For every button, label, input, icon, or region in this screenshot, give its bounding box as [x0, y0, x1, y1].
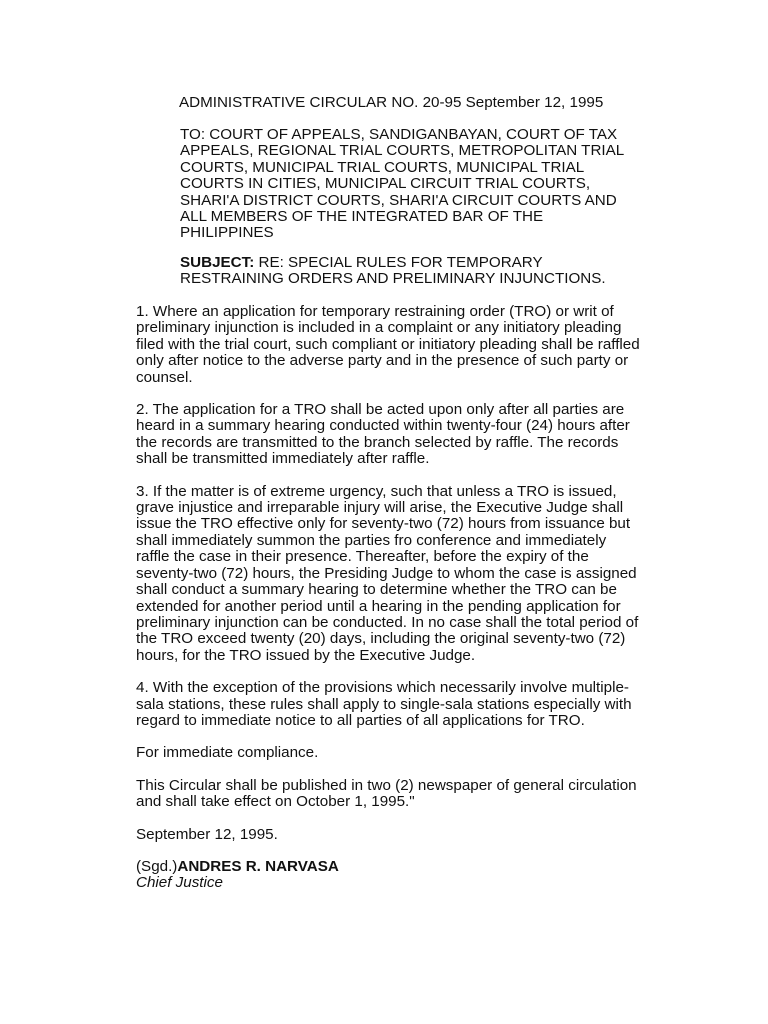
paragraph-line: 2. The application for a TRO shall be acted upon only after all parties are: [136, 401, 625, 419]
paragraph-4: [136, 680, 696, 729]
compliance-note: [136, 745, 696, 761]
paragraph-line: 1. Where an application for temporary restraining order (TRO) or writ of: [136, 303, 614, 320]
subject-label: SUBJECT:: [180, 254, 255, 271]
publication-note: [136, 778, 696, 811]
paragraph-line: shall immediately summon the parties fro conference and immediately: [136, 531, 607, 549]
paragraph-line: preliminary injunction is included in a complaint or any initiatory pleading: [136, 319, 622, 337]
signature-line: [136, 859, 696, 875]
circular-heading: ADMINISTRATIVE CIRCULAR NO. 20-95 September 12, 1995: [179, 94, 604, 111]
circular-body: [136, 304, 696, 892]
addressee-line: TO: COURT OF APPEALS, SANDIGANBAYAN, COURT OF TAX: [180, 126, 618, 143]
paragraph-line: only after notice to the adverse party and in the presence of such party or: [136, 352, 629, 370]
signature-prefix: (Sgd.): [136, 857, 178, 875]
paragraph-line: 3. If the matter is of extreme urgency, such that unless a TRO is issued,: [136, 482, 617, 500]
paragraph-line: hours, for the TRO issued by the Executive Judge.: [136, 646, 476, 664]
subject-block: [180, 255, 680, 288]
paragraph-line: 4. With the exception of the provisions which necessarily involve multiple-: [136, 679, 629, 697]
paragraph-line: the TRO exceed twenty (20) days, including the original seventy-two (72): [136, 630, 626, 648]
addressee-line: COURTS IN CITIES, MUNICIPAL CIRCUIT TRIAL COURTS,: [180, 175, 591, 193]
addressee-line: PHILIPPINES: [180, 224, 274, 242]
paragraph-line: shall conduct a summary hearing to determine whether the TRO can be: [136, 581, 617, 599]
subject-text: RE: SPECIAL RULES FOR TEMPORARY: [254, 254, 543, 271]
addressee-line: APPEALS, REGIONAL TRIAL COURTS, METROPOLITAN TRIAL: [180, 142, 625, 160]
paragraph-1: [136, 304, 696, 386]
paragraph-line: For immediate compliance.: [136, 744, 319, 762]
paragraph-line: extended for another period until a hearing in the pending application for: [136, 597, 621, 615]
paragraph-line: and shall take effect on October 1, 1995.": [136, 793, 415, 811]
paragraph-line: heard in a summary hearing conducted within twenty-four (24) hours after: [136, 417, 630, 435]
addressee-line: COURTS, MUNICIPAL TRIAL COURTS, MUNICIPAL TRIAL: [180, 158, 585, 176]
paragraph-line: counsel.: [136, 368, 193, 386]
addressee-line: SHARI'A DISTRICT COURTS, SHARI'A CIRCUIT COURTS AND: [180, 191, 617, 209]
paragraph-2: [136, 402, 696, 468]
paragraph-line: This Circular shall be published in two (2) newspaper of general circulation: [136, 776, 637, 794]
closing-date: [136, 827, 696, 843]
subject-line-1: [180, 255, 680, 271]
subject-line-2: RESTRAINING ORDERS AND PRELIMINARY INJUNCTIONS.: [180, 270, 606, 288]
paragraph-line: seventy-two (72) hours, the Presiding Judge to whom the case is assigned: [136, 564, 637, 582]
paragraph-line: shall be transmitted immediately after raffle.: [136, 450, 430, 468]
signatory-name: ANDRES R. NARVASA: [177, 857, 339, 875]
paragraph-line: issue the TRO effective only for seventy-two (72) hours from issuance but: [136, 515, 631, 533]
paragraph-line: regard to immediate notice to all parties of all applications for TRO.: [136, 711, 585, 729]
paragraph-line: raffle the case in their presence. Thereafter, before the expiry of the: [136, 548, 589, 566]
addressee-block: [180, 127, 680, 242]
paragraph-line: filed with the trial court, such compliant or initiatory pleading shall be raffled: [136, 335, 640, 353]
paragraph-line: grave injustice and irreparable injury will arise, the Executive Judge shall: [136, 499, 624, 517]
addressee-line: ALL MEMBERS OF THE INTEGRATED BAR OF THE: [180, 208, 544, 226]
signature-block: [136, 859, 696, 892]
paragraph-3: [136, 484, 696, 664]
signatory-title: Chief Justice: [136, 874, 223, 892]
paragraph-line: the records are transmitted to the branch selected by raffle. The records: [136, 433, 619, 451]
paragraph-line: September 12, 1995.: [136, 825, 278, 843]
paragraph-line: preliminary injunction can be conducted. In no case shall the total period of: [136, 613, 639, 631]
paragraph-line: sala stations, these rules shall apply to single-sala stations especially with: [136, 695, 632, 713]
